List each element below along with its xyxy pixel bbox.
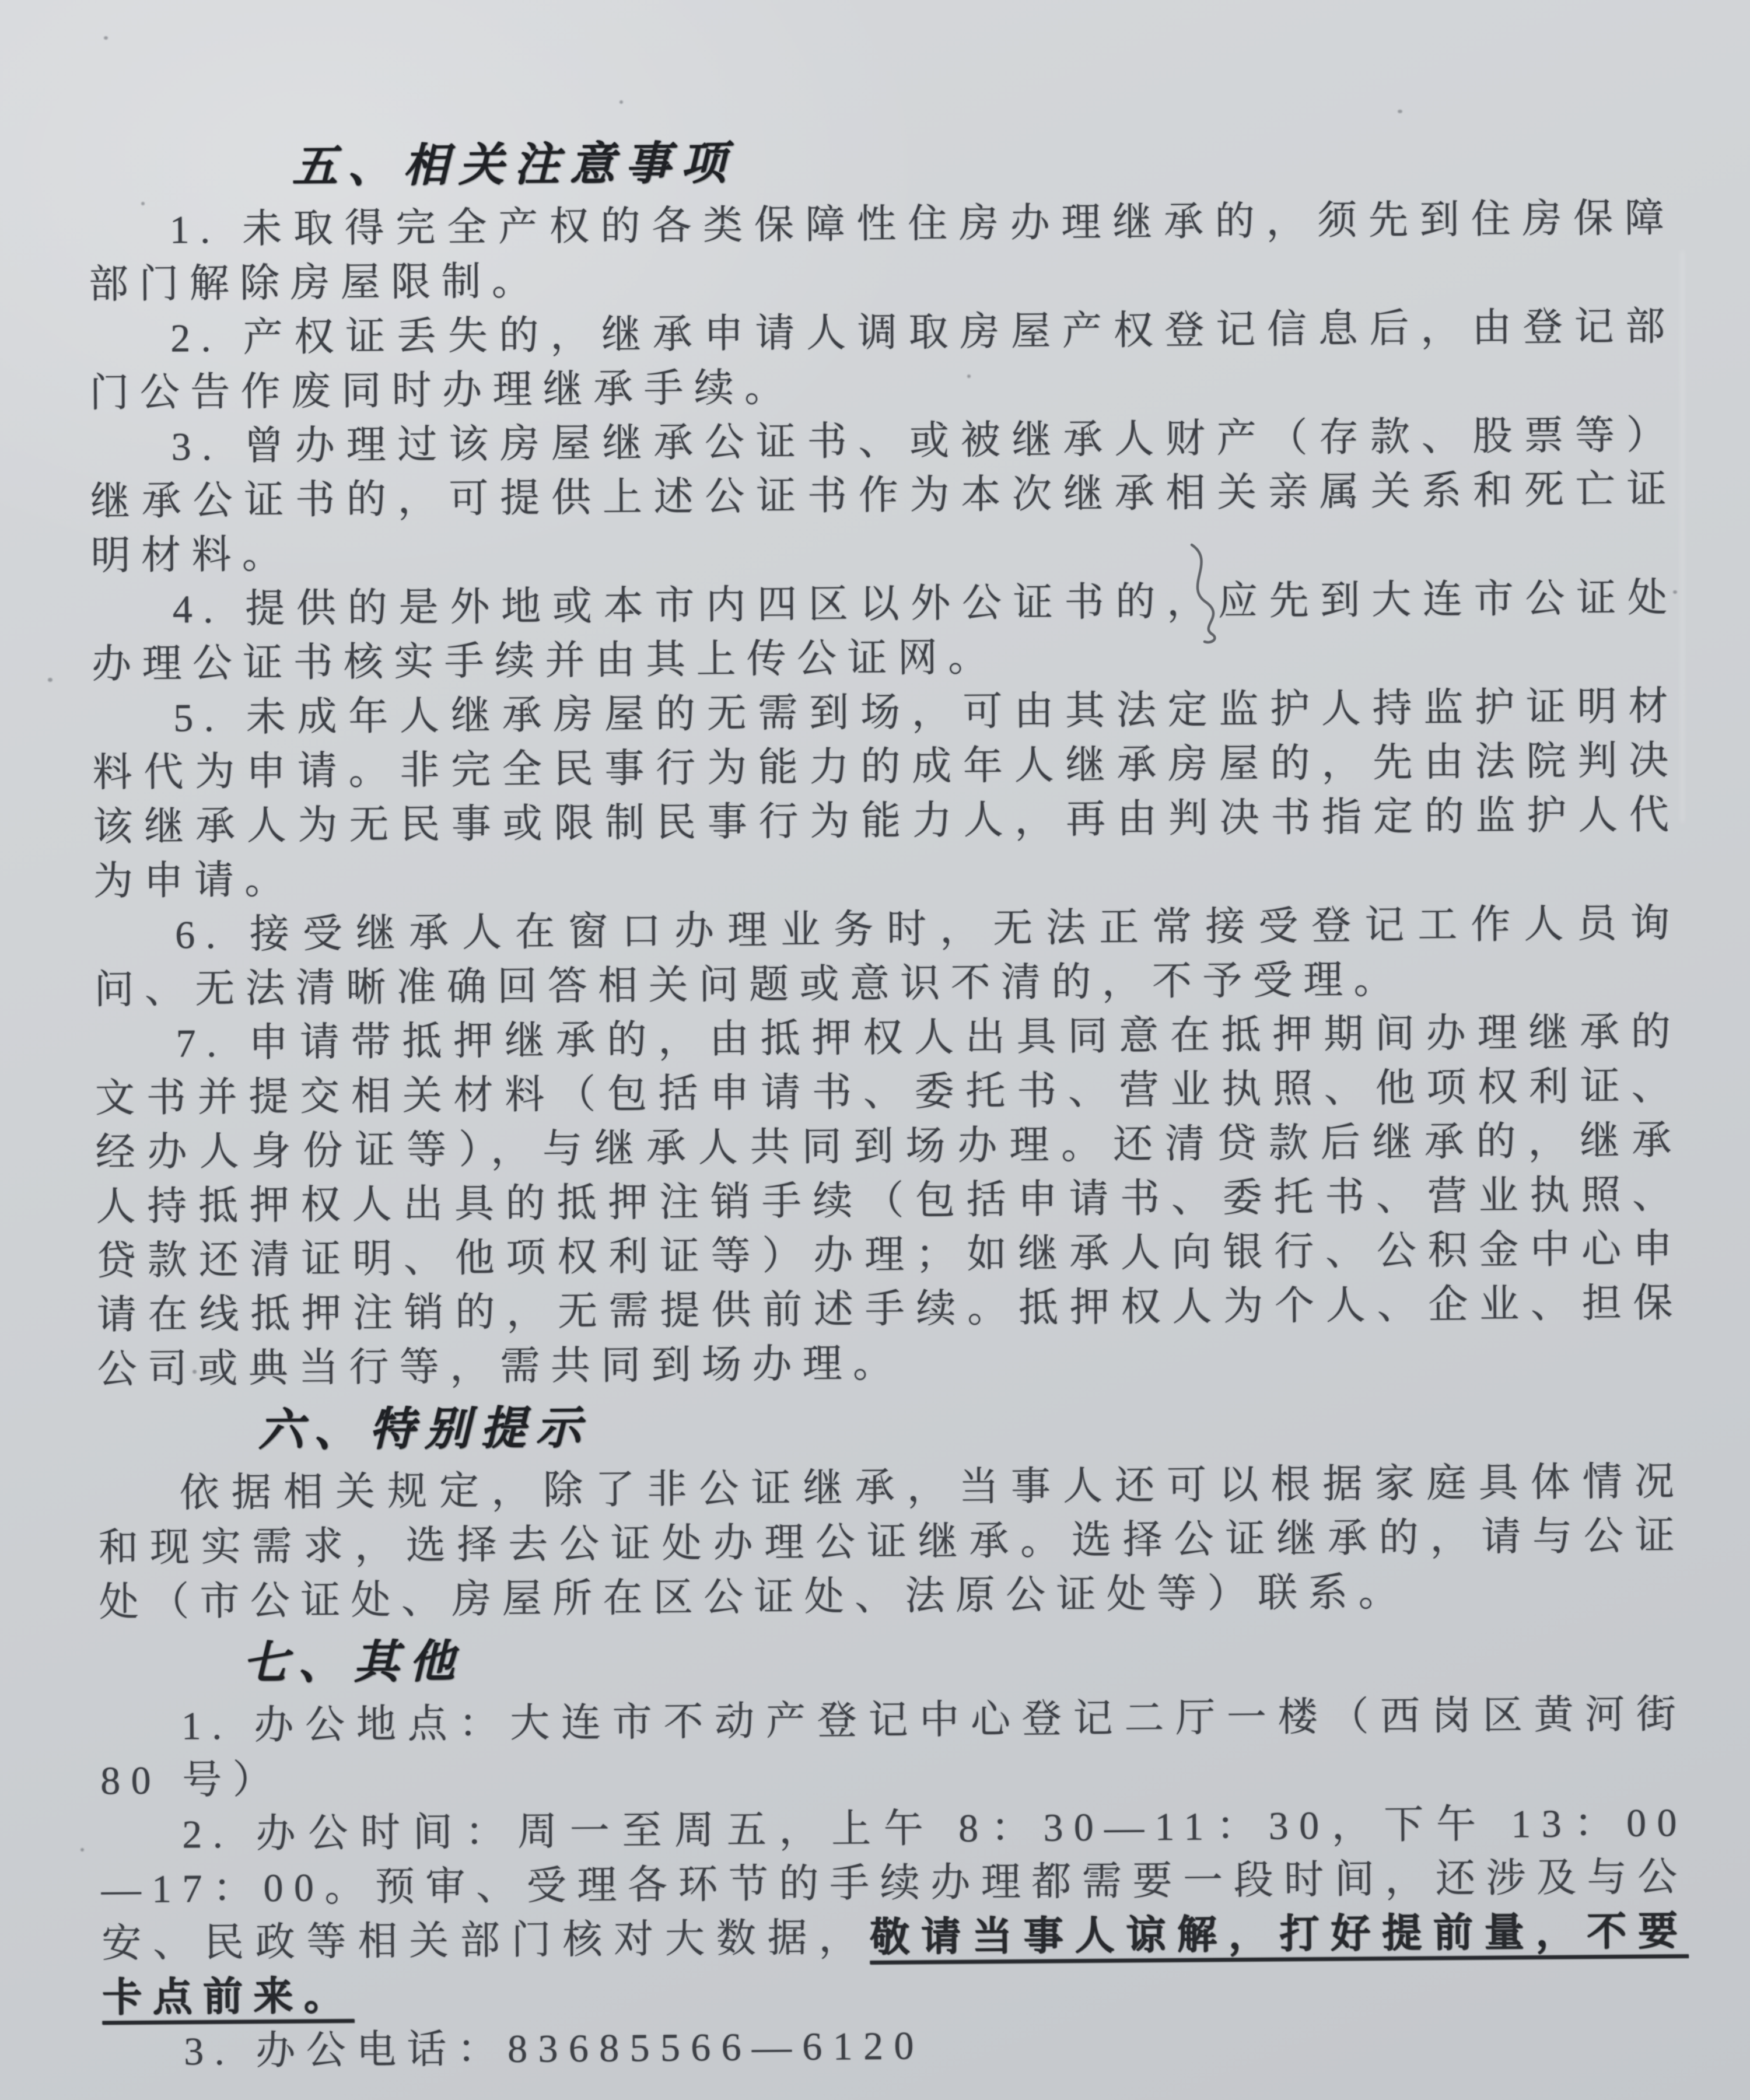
document-sheet (88, 121, 1689, 2079)
paper-speck (1398, 110, 1402, 113)
note-item-6: 6. 接受继承人在窗口办理业务时，无法正常接受登记工作人员询问、无法清晰准确回答相关问题或意识不清的，不予受理。 (94, 901, 1681, 1012)
note-item-2: 2. 产权证丢失的，继承申请人调取房屋产权登记信息后，由登记部门公告作废同时办理继承手续。 (89, 304, 1676, 415)
note-item-3: 3. 曾办理过该房屋继承公证书、或被继承人财产（存款、股票等）继承公证书的，可提供上述公证书作为本次继承相关亲属关系和死亡证明材料。 (90, 412, 1678, 578)
paper-speck (48, 678, 52, 682)
note-item-4: 4. 提供的是外地或本市内四区以外公证书的，应先到大连市公证处办理公证书核实手续并由其上传公证网。 (91, 575, 1678, 687)
paper-speck (104, 36, 108, 40)
office-hours-text: 2. 办公时间：周一至周五，上午 8：30—11：30，下午 13：00—17：00。预审、受理各环节的手续办理都需要一段时间，还涉及与公安、民政等相关部门核对大数据， (101, 1800, 1688, 1966)
office-address-item: 1. 办公地点：大连市不动产登记中心登记二厅一楼（西岗区黄河街 80 号） (100, 1692, 1687, 1803)
paper-speck (620, 100, 623, 104)
paper-speck (80, 1848, 84, 1852)
section-heading-special-notice: 六、特别提示 (258, 1402, 592, 1456)
note-item-1: 1. 未取得完全产权的各类保障性住房办理继承的，须先到住房保障部门解除房屋限制。 (88, 195, 1675, 307)
paper-crease (1681, 251, 1684, 822)
note-item-5: 5. 未成年人继承房屋的无需到场，可由其法定监护人持监护证明材料代为申请。非完全民事行为能力的成年人继承房屋的，先由法院判决该继承人为无民事或限制民事行为能力人，再由判决书指定的监护人代为申请。 (92, 684, 1680, 904)
special-notice-paragraph: 依据相关规定，除了非公证继承，当事人还可以根据家庭具体情况和现实需求，选择去公证处办理公证继承。选择公证继承的，请与公证处（市公证处、房屋所在区公证处、法原公证处等）联系。 (98, 1459, 1686, 1625)
section-heading-notes: 五、相关注意事项 (292, 137, 737, 192)
section-heading-others: 七、其他 (242, 1636, 465, 1689)
reminder-emphasis-underlined: 敬请当事人谅解，打好提前量，不要卡点前来。 (102, 1909, 1689, 2020)
office-hours-item (101, 1796, 1689, 2025)
office-phone-item: 3. 办公电话：83685566—6120 (183, 2023, 925, 2074)
note-item-7: 7. 申请带抵押继承的，由抵押权人出具同意在抵押期间办理继承的文书并提交相关材料（包括申请书、委托书、营业执照、他项权利证、经办人身份证等），与继承人共同到场办理。还清贷款后继承的，继承人持抵押权人出具的抵押注销手续（包括申请书、委托书、营业执照、贷款还清证明、他项权利证等）办理；如继承人向银行、公积金中心申请在线抵押注销的，无需提供前述手续。抵押权人为个人、企业、担保公司或典当行等，需共同到场办理。 (94, 1009, 1684, 1392)
